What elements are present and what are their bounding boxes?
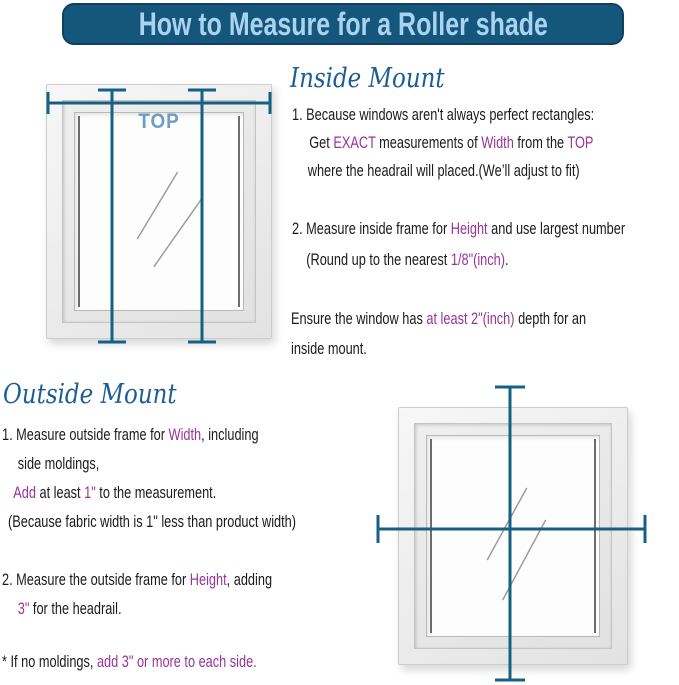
text-line: 3" for the headrail. (17, 599, 122, 618)
top-label: TOP (138, 110, 180, 133)
text-line: (Because fabric width is 1" less than product width) (8, 512, 296, 531)
inside-mount-heading: Inside Mount (290, 63, 445, 94)
outside-mount-heading: Outside Mount (3, 379, 177, 410)
text-line: Ensure the window has at least 2"(inch) depth for an (291, 309, 587, 328)
text-line: * If no moldings, add 3" or more to each side. (2, 652, 257, 671)
inside-mount-depth-note (291, 304, 586, 364)
outside-mount-step-2 (2, 565, 272, 623)
text-line: 1. Measure outside frame for Width, including (2, 425, 259, 444)
text-line: side moldings, (17, 454, 100, 473)
outside-measurement-lines (368, 380, 658, 685)
text-line: Add at least 1" to the measurement. (13, 483, 217, 502)
inside-mount-step-2 (292, 213, 625, 275)
header-banner (62, 3, 624, 45)
text-line: 1. Because windows aren't always perfect rectangles: (292, 105, 595, 124)
outside-mount-footnote (2, 651, 257, 673)
text-line: 2. Measure inside frame for Height and use largest number (292, 219, 626, 238)
page-title: How to Measure for a Roller shade (138, 5, 548, 42)
text-line: 2. Measure the outside frame for Height, adding (2, 570, 273, 589)
inside-measurement-lines (38, 78, 278, 353)
text-line: inside mount. (291, 339, 367, 358)
text-line: (Round up to the nearest 1/8"(inch). (306, 250, 509, 269)
outside-mount-step-1 (2, 420, 296, 536)
text-line: Get EXACT measurements of Width from the TOP (309, 133, 594, 152)
inside-mount-step-1 (292, 101, 594, 185)
text-line: where the headrail will placed.(We’ll adjust to fit) (307, 161, 580, 180)
